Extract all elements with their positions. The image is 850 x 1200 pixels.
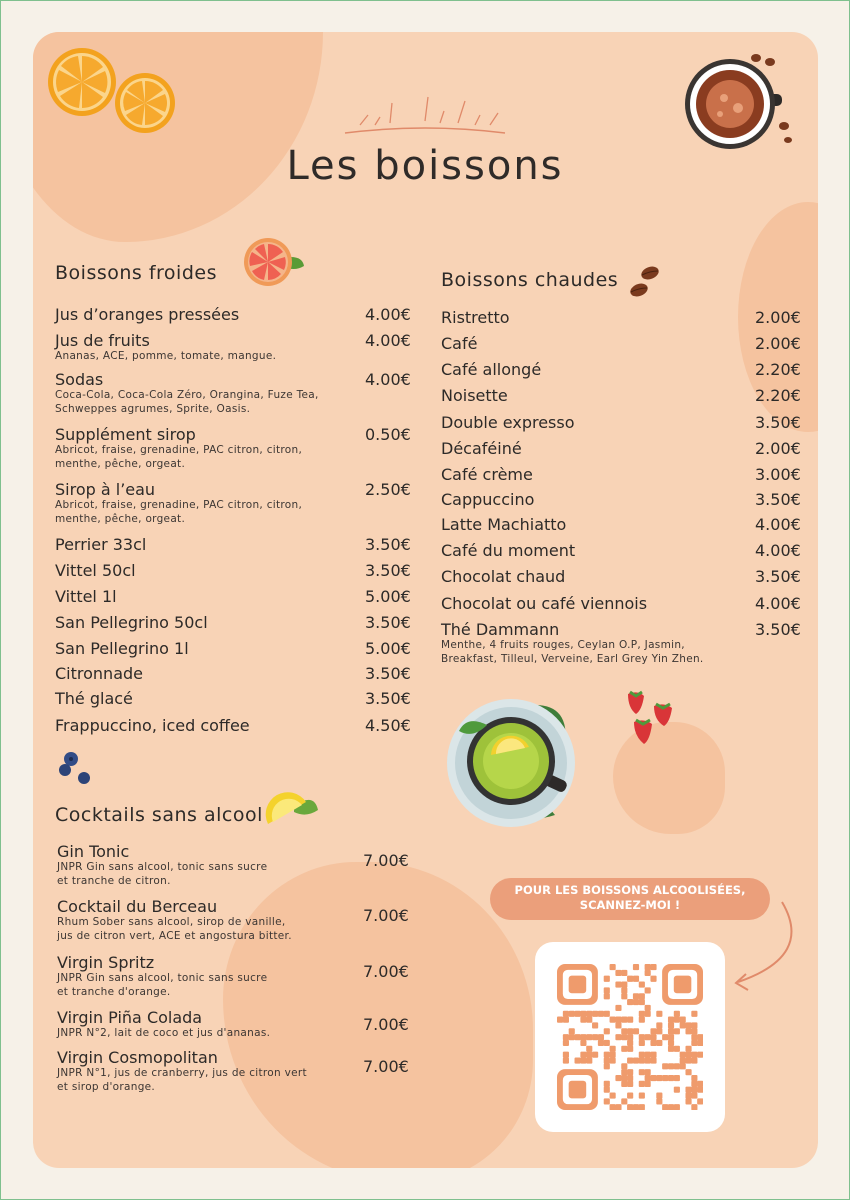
menu-item — [441, 413, 801, 432]
item-name: Noisette — [441, 386, 508, 405]
item-description: menthe, pêche, orgeat. — [55, 512, 186, 525]
green-tea-cup-icon — [445, 695, 580, 830]
item-name: Café allongé — [441, 360, 542, 379]
item-name: Supplément sirop — [55, 425, 196, 444]
strawberries-icon — [622, 688, 682, 748]
menu-item — [55, 535, 411, 554]
menu-item — [441, 515, 801, 534]
item-description: JNPR Gin sans alcool, tonic sans sucre — [57, 972, 268, 984]
item-price: 5.00€ — [365, 639, 411, 658]
coffee-beans-icon — [628, 263, 664, 301]
item-description: menthe, pêche, orgeat. — [55, 457, 186, 470]
menu-item — [441, 620, 801, 666]
item-name: Vittel 50cl — [55, 561, 136, 580]
menu-item — [55, 331, 411, 364]
item-name: Citronnade — [55, 664, 143, 683]
menu-item — [441, 308, 801, 327]
blueberries-icon — [56, 750, 96, 788]
menu-item — [55, 664, 411, 683]
item-price: 2.20€ — [755, 386, 801, 405]
item-name: Chocolat chaud — [441, 567, 566, 586]
section-title-cocktails: Cocktails sans alcool — [55, 804, 263, 826]
menu-item — [55, 305, 411, 324]
item-name: Café du moment — [441, 541, 576, 560]
item-name: Café crème — [441, 465, 533, 484]
item-price: 4.00€ — [755, 541, 801, 560]
item-price: 3.50€ — [365, 535, 411, 554]
item-price: 3.50€ — [365, 561, 411, 580]
item-name: Sodas — [55, 370, 104, 389]
item-price: 4.00€ — [365, 370, 411, 389]
item-name: Vittel 1l — [55, 587, 117, 606]
menu-item — [57, 842, 409, 888]
item-price: 3.50€ — [755, 620, 801, 639]
item-name: Jus de fruits — [55, 331, 150, 350]
menu-item — [441, 465, 801, 484]
lemon-slice-icon — [264, 788, 320, 832]
menu-item — [55, 587, 411, 606]
grapefruit-icon — [242, 236, 308, 288]
menu-item — [57, 897, 409, 943]
item-price: 3.50€ — [755, 490, 801, 509]
menu-item — [55, 370, 411, 416]
menu-item — [441, 334, 801, 353]
menu-item — [55, 613, 411, 632]
item-name: Gin Tonic — [57, 842, 130, 861]
menu-item — [57, 953, 409, 999]
item-price: 7.00€ — [363, 962, 409, 981]
item-name: Virgin Spritz — [57, 953, 155, 972]
item-name: Jus d’oranges pressées — [55, 305, 240, 324]
item-price: 5.00€ — [365, 587, 411, 606]
menu-item — [55, 716, 411, 735]
item-price: 3.00€ — [755, 465, 801, 484]
item-name: Cappuccino — [441, 490, 535, 509]
item-price: 4.50€ — [365, 716, 411, 735]
menu-item — [441, 490, 801, 509]
menu-item — [55, 480, 411, 526]
item-price: 2.20€ — [755, 360, 801, 379]
item-name: San Pellegrino 1l — [55, 639, 189, 658]
item-price: 4.00€ — [365, 331, 411, 350]
item-price: 4.00€ — [365, 305, 411, 324]
item-name: Double expresso — [441, 413, 575, 432]
item-name: Frappuccino, iced coffee — [55, 716, 250, 735]
menu-item — [55, 425, 411, 471]
item-name: Virgin Piña Colada — [57, 1008, 203, 1027]
item-description: Coca-Cola, Coca-Cola Zéro, Orangina, Fuze Tea, — [55, 389, 319, 401]
item-price: 3.50€ — [365, 664, 411, 683]
menu-item — [441, 386, 801, 405]
item-description: et tranche d'orange. — [57, 985, 171, 998]
menu-item — [55, 561, 411, 580]
menu-item — [441, 439, 801, 458]
menu-item — [55, 639, 411, 658]
item-price: 0.50€ — [365, 425, 411, 444]
item-price: 2.50€ — [365, 480, 411, 499]
item-description: Abricot, fraise, grenadine, PAC citron, citron, — [55, 444, 303, 456]
qr-code-icon[interactable] — [557, 964, 703, 1110]
item-description: JNPR N°2, lait de coco et jus d'ananas. — [57, 1027, 271, 1039]
section-title-cold: Boissons froides — [55, 262, 217, 284]
item-name: Ristretto — [441, 308, 510, 327]
qr-code-card[interactable] — [535, 942, 725, 1132]
item-name: San Pellegrino 50cl — [55, 613, 208, 632]
item-name: Virgin Cosmopolitan — [57, 1048, 218, 1067]
item-description: Breakfast, Tilleul, Verveine, Earl Grey Yin Zhen. — [441, 652, 704, 665]
item-description: Abricot, fraise, grenadine, PAC citron, citron, — [55, 499, 303, 511]
menu-item — [57, 1008, 409, 1041]
item-price: 7.00€ — [363, 851, 409, 870]
item-price: 7.00€ — [363, 1015, 409, 1034]
item-price: 3.50€ — [365, 689, 411, 708]
item-price: 2.00€ — [755, 439, 801, 458]
item-name: Thé glacé — [55, 689, 133, 708]
item-name: Café — [441, 334, 478, 353]
decorative-lines-icon — [340, 95, 510, 140]
menu-item — [441, 594, 801, 613]
item-name: Perrier 33cl — [55, 535, 147, 554]
page-title: Les boissons — [286, 143, 564, 189]
section-title-hot: Boissons chaudes — [441, 269, 619, 291]
curved-arrow-icon — [728, 896, 808, 996]
item-name: Thé Dammann — [441, 620, 560, 639]
item-description: Ananas, ACE, pomme, tomate, mangue. — [55, 350, 277, 362]
item-price: 7.00€ — [363, 906, 409, 925]
item-name: Latte Machiatto — [441, 515, 567, 534]
menu-item — [55, 689, 411, 708]
qr-banner-line1: POUR LES BOISSONS ALCOOLISÉES, — [514, 883, 746, 897]
menu-item — [57, 1048, 409, 1094]
item-name: Décaféiné — [441, 439, 522, 458]
item-description: et sirop d'orange. — [57, 1080, 156, 1093]
item-name: Cocktail du Berceau — [57, 897, 218, 916]
item-description: Menthe, 4 fruits rouges, Ceylan O.P, Jasmin, — [441, 639, 685, 651]
item-price: 4.00€ — [755, 515, 801, 534]
item-description: JNPR N°1, jus de cranberry, jus de citron vert — [57, 1067, 307, 1079]
item-price: 3.50€ — [755, 413, 801, 432]
item-description: et tranche de citron. — [57, 874, 171, 887]
item-name: Sirop à l’eau — [55, 480, 156, 499]
item-price: 2.00€ — [755, 308, 801, 327]
orange-slices-icon — [46, 44, 181, 136]
item-price: 7.00€ — [363, 1057, 409, 1076]
menu-item — [441, 541, 801, 560]
item-price: 3.50€ — [755, 567, 801, 586]
item-price: 3.50€ — [365, 613, 411, 632]
item-price: 2.00€ — [755, 334, 801, 353]
item-description: JNPR Gin sans alcool, tonic sans sucre — [57, 861, 268, 873]
menu-item — [441, 567, 801, 586]
item-description: Rhum Sober sans alcool, sirop de vanille, — [57, 916, 286, 928]
item-description: Schweppes agrumes, Sprite, Oasis. — [55, 402, 251, 415]
item-name: Chocolat ou café viennois — [441, 594, 648, 613]
item-price: 4.00€ — [755, 594, 801, 613]
item-description: jus de citron vert, ACE et angostura bitter. — [57, 929, 292, 942]
qr-banner-line2: SCANNEZ-MOI ! — [579, 898, 681, 912]
menu-item — [441, 360, 801, 379]
